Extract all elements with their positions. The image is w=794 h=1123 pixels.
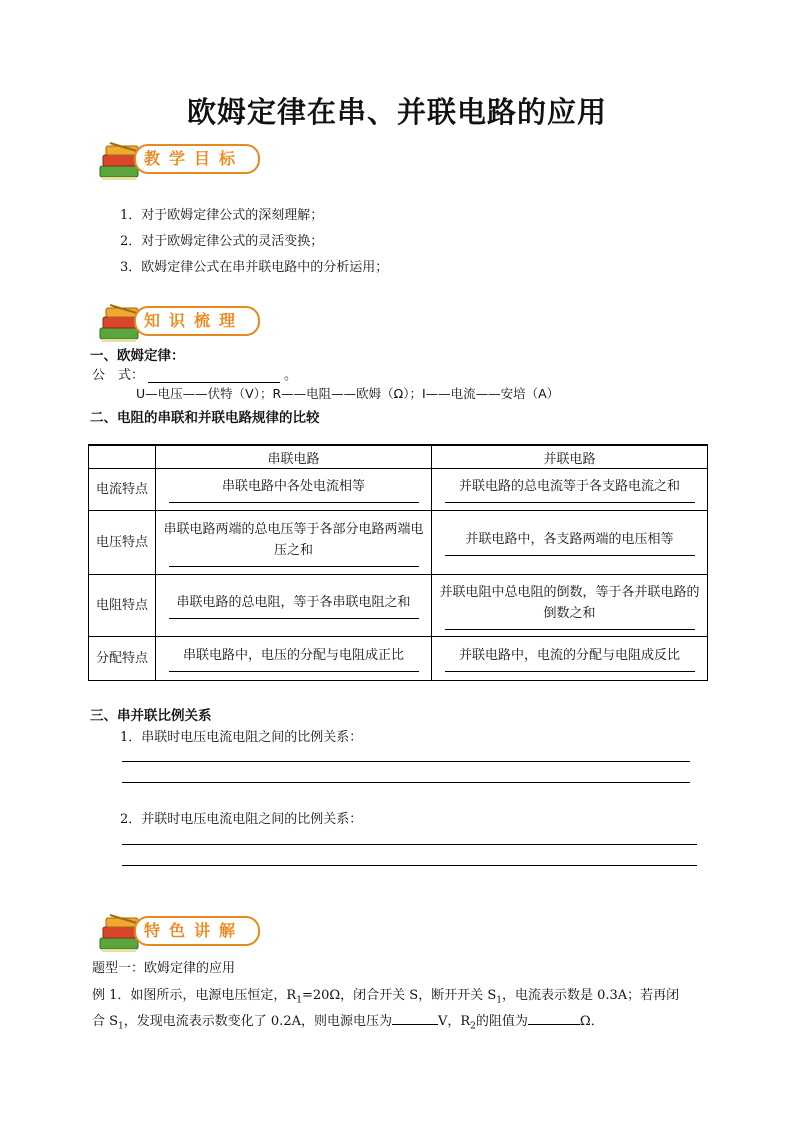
row-label: 电阻特点	[89, 575, 156, 637]
row-label: 电流特点	[89, 469, 156, 511]
table-corner	[89, 445, 156, 469]
answer-line	[169, 670, 419, 672]
answer-line	[122, 781, 690, 783]
subscript: 2	[470, 1021, 476, 1032]
comparison-table	[88, 444, 708, 681]
example-text: 的阻值为	[475, 1014, 528, 1029]
goal-item: 3．欧姆定律公式在串并联电路中的分析运用；	[120, 260, 389, 275]
subscript: 1	[118, 1021, 124, 1032]
row-label: 电压特点	[89, 511, 156, 575]
example-text: 合 S	[92, 1014, 119, 1029]
col-header-parallel: 并联电路	[432, 445, 708, 469]
answer-line	[169, 565, 419, 567]
goal-list	[120, 203, 388, 281]
ratio-q1: 1．串联时电压电流电阻之间的比例关系：	[120, 730, 363, 745]
table-row	[89, 575, 708, 637]
subscript: 1	[496, 995, 502, 1006]
answer-line	[445, 670, 695, 672]
cell-series: 串联电路两端的总电压等于各部分电路两端电压之和	[156, 511, 432, 575]
example-text: Ω．	[579, 1014, 604, 1029]
question-type: 题型一：欧姆定律的应用	[92, 961, 236, 976]
section-badge-knowledge	[96, 302, 264, 348]
goal-item: 1．对于欧姆定律公式的深刻理解；	[120, 208, 324, 223]
answer-line	[169, 501, 419, 503]
formula-label: 公 式：	[92, 368, 145, 383]
table-row	[89, 637, 708, 681]
example-text: ，电流表示数是 0.3A；若再闭	[501, 988, 680, 1003]
answer-line	[122, 864, 697, 866]
row-label: 分配特点	[89, 637, 156, 681]
section-badge-goals	[96, 140, 264, 186]
goal-item: 2．对于欧姆定律公式的灵活变换；	[120, 234, 324, 249]
ohm-legend: U—电压——伏特（V）；R——电阻——欧姆（Ω）；I——电流——安培（A）	[136, 386, 560, 401]
badge-label: 特色讲解	[144, 921, 245, 940]
formula-end: 。	[284, 368, 298, 383]
cell-parallel: 并联电路中，电流的分配与电阻成反比	[432, 637, 708, 681]
section-badge-feature	[96, 912, 264, 958]
answer-blank-voltage[interactable]	[392, 1012, 438, 1025]
page-title: 欧姆定律在串、并联电路的应用	[186, 95, 607, 129]
answer-blank-resistance[interactable]	[528, 1012, 580, 1025]
cell-parallel: 并联电阻中总电阻的倒数，等于各并联电路的倒数之和	[432, 575, 708, 637]
ohm-heading: 一、欧姆定律：	[90, 348, 185, 364]
badge-label: 教学目标	[144, 149, 245, 168]
answer-line	[445, 628, 695, 630]
formula-blank	[148, 369, 280, 383]
table-row	[89, 469, 708, 511]
formula-line	[92, 364, 297, 383]
cell-series: 串联电路的总电阻，等于各串联电阻之和	[156, 575, 432, 637]
example-line-2	[92, 1010, 604, 1032]
answer-line	[122, 843, 697, 845]
example-text: V，R	[437, 1014, 471, 1029]
answer-line	[445, 554, 695, 556]
rules-heading: 二、电阻的串联和并联电路规律的比较	[90, 410, 320, 426]
ratio-q2: 2．并联时电压电流电阻之间的比例关系：	[120, 812, 363, 827]
cell-parallel: 并联电路的总电流等于各支路电流之和	[432, 469, 708, 511]
answer-line	[169, 617, 419, 619]
example-text: ，发现电流表示数变化了 0.2A，则电源电压为	[123, 1014, 392, 1029]
answer-line	[445, 501, 695, 503]
badge-label: 知识梳理	[144, 311, 245, 330]
cell-parallel: 并联电路中，各支路两端的电压相等	[432, 511, 708, 575]
subscript: 1	[296, 995, 302, 1006]
table-header-row	[89, 445, 708, 469]
ratio-heading: 三、串并联比例关系	[90, 708, 212, 724]
table-row	[89, 511, 708, 575]
cell-series: 串联电路中各处电流相等	[156, 469, 432, 511]
answer-line	[122, 760, 690, 762]
example-text: 例 1．如图所示，电源电压恒定，R	[92, 988, 297, 1003]
example-text: =20Ω，闭合开关 S，断开开关 S	[301, 988, 497, 1003]
example-line-1	[92, 984, 679, 1006]
col-header-series: 串联电路	[156, 445, 432, 469]
cell-series: 串联电路中，电压的分配与电阻成正比	[156, 637, 432, 681]
